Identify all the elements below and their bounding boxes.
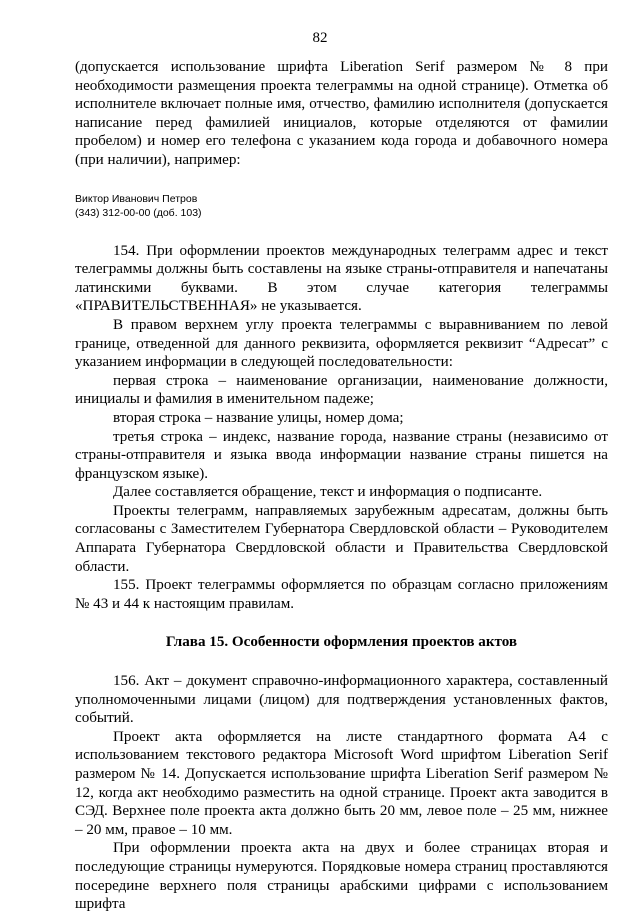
paragraph-continuation: (допускается использование шрифта Liberation Serif размером № 8 при необходимости размещения проекта телеграммы на одной странице). Отметка об исполнителе включает полные имя, отчество, фамилию исполнителя (допускается написание перед фамилией инициалов, которые отделяются от фамилии пробелом) и номер его телефона с указанием кода города и добавочного номера (при наличии), например: <box>75 59 608 168</box>
paragraph-156: 156. Акт – документ справочно-информационного характера, составленный уполномоченными лицами (лицом) для подтверждения установленных фактов, событий. <box>75 673 608 727</box>
paragraph-line-3: третья строка – индекс, название города, название страны (независимо от страны-отправителя и языка ввода информации название страны пишется на французском языке). <box>75 428 608 482</box>
document-body <box>75 58 608 914</box>
chapter-heading: Глава 15. Особенности оформления проектов актов <box>165 634 518 651</box>
paragraph-act-pages: При оформлении проекта акта на двух и более страницах вторая и последующие страницы нумеруются. Порядковые номера страниц проставляются посередине верхнего поля страницы арабскими цифрами с использованием шрифта <box>75 840 608 913</box>
paragraph-155: 155. Проект телеграммы оформляется по образцам согласно приложениям № 43 и 44 к настоящим правилам. <box>75 577 608 612</box>
signature-name: Виктор Иванович Петров <box>75 192 198 205</box>
paragraph-foreign: Проекты телеграмм, направляемых зарубежным адресатам, должны быть согласованы с Заместителем Губернатора Свердловской области – Руководителем Аппарата Губернатора Свердловской области и Правительства Свердловской области. <box>75 502 608 575</box>
paragraph-154: 154. При оформлении проектов международных телеграмм адрес и текст телеграммы должны быть составлены на языке страны-отправителя и напечатаны латинскими буквами. В этом случае категория телеграммы «ПРАВИТЕЛЬСТВЕННАЯ» не указывается. <box>75 242 608 315</box>
page-number: 82 <box>312 30 328 46</box>
paragraph-act-format: Проект акта оформляется на листе стандартного формата А4 с использованием текстового редактора Microsoft Word шрифтом Liberation Serif размером № 14. Допускается использование шрифта Liberation Serif размером № 12, когда акт необходимо разместить на одной странице. Проект акта заводится в СЭД. Верхнее поле проекта акта должно быть 20 мм, левое поле – 25 мм, нижнее – 20 мм, правое – 10 мм. <box>75 728 608 838</box>
signature-phone: (343) 312-00-00 (доб. 103) <box>75 206 202 219</box>
paragraph-line-1: первая строка – наименование организации, наименование должности, инициалы и фамилия в именительном падеже; <box>75 372 608 408</box>
paragraph-line-2: вторая строка – название улицы, номер дома; <box>113 409 404 426</box>
paragraph-next: Далее составляется обращение, текст и информация о подписанте. <box>113 484 543 501</box>
signature-block <box>75 192 608 220</box>
paragraph-addressee: В правом верхнем углу проекта телеграммы с выравниванием по левой границе, отведенной для данного реквизита, оформляется реквизит “Адресат” с указанием информации в следующей последовательности: <box>75 316 608 371</box>
